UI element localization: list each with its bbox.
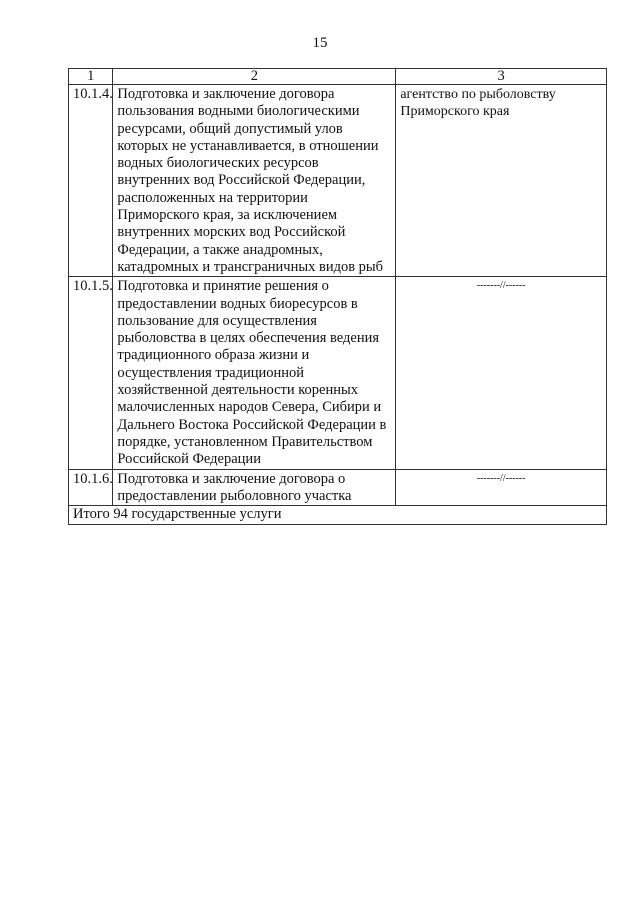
- row-description: Подготовка и заключение договора о предоставлении рыболовного участка: [113, 469, 396, 506]
- services-table: [68, 68, 607, 525]
- table-row: [69, 85, 607, 277]
- row-description: Подготовка и заключение договора пользования водными биологическими ресурсами, общий допустимый улов которых не устанавливается, в отношении водных биологических ресурсов внутренних вод Российской Федерации, расположенных на территории Приморского края, за исключением внутренних морских вод Российской Федерации, а также анадромных, катадромных и трансграничных видов рыб: [113, 85, 396, 277]
- table-header-row: [69, 69, 607, 85]
- header-col-2: 2: [113, 69, 396, 85]
- table-row: [69, 469, 607, 506]
- row-number: 10.1.4.: [69, 85, 113, 277]
- table-total-row: [69, 506, 607, 525]
- row-description: Подготовка и принятие решения о предоставлении водных биоресурсов в пользование для осуществления рыболовства в целях обеспечения ведения традиционного образа жизни и осуществления традиционной хозяйственной деятельности коренных малочисленных народов Севера, Сибири и Дальнего Востока Российской Федерации в порядке, установленном Правительством Российской Федерации: [113, 277, 396, 469]
- row-agency-ditto: -------//------: [396, 277, 607, 469]
- table-row: [69, 277, 607, 469]
- row-number: 10.1.6.: [69, 469, 113, 506]
- row-number: 10.1.5.: [69, 277, 113, 469]
- row-agency: агентство по рыболовству Приморского края: [396, 85, 607, 277]
- header-col-3: 3: [396, 69, 607, 85]
- header-col-1: 1: [69, 69, 113, 85]
- page-number: 15: [312, 35, 328, 51]
- row-agency-ditto: -------//------: [396, 469, 607, 506]
- total-services: Итого 94 государственные услуги: [69, 506, 607, 525]
